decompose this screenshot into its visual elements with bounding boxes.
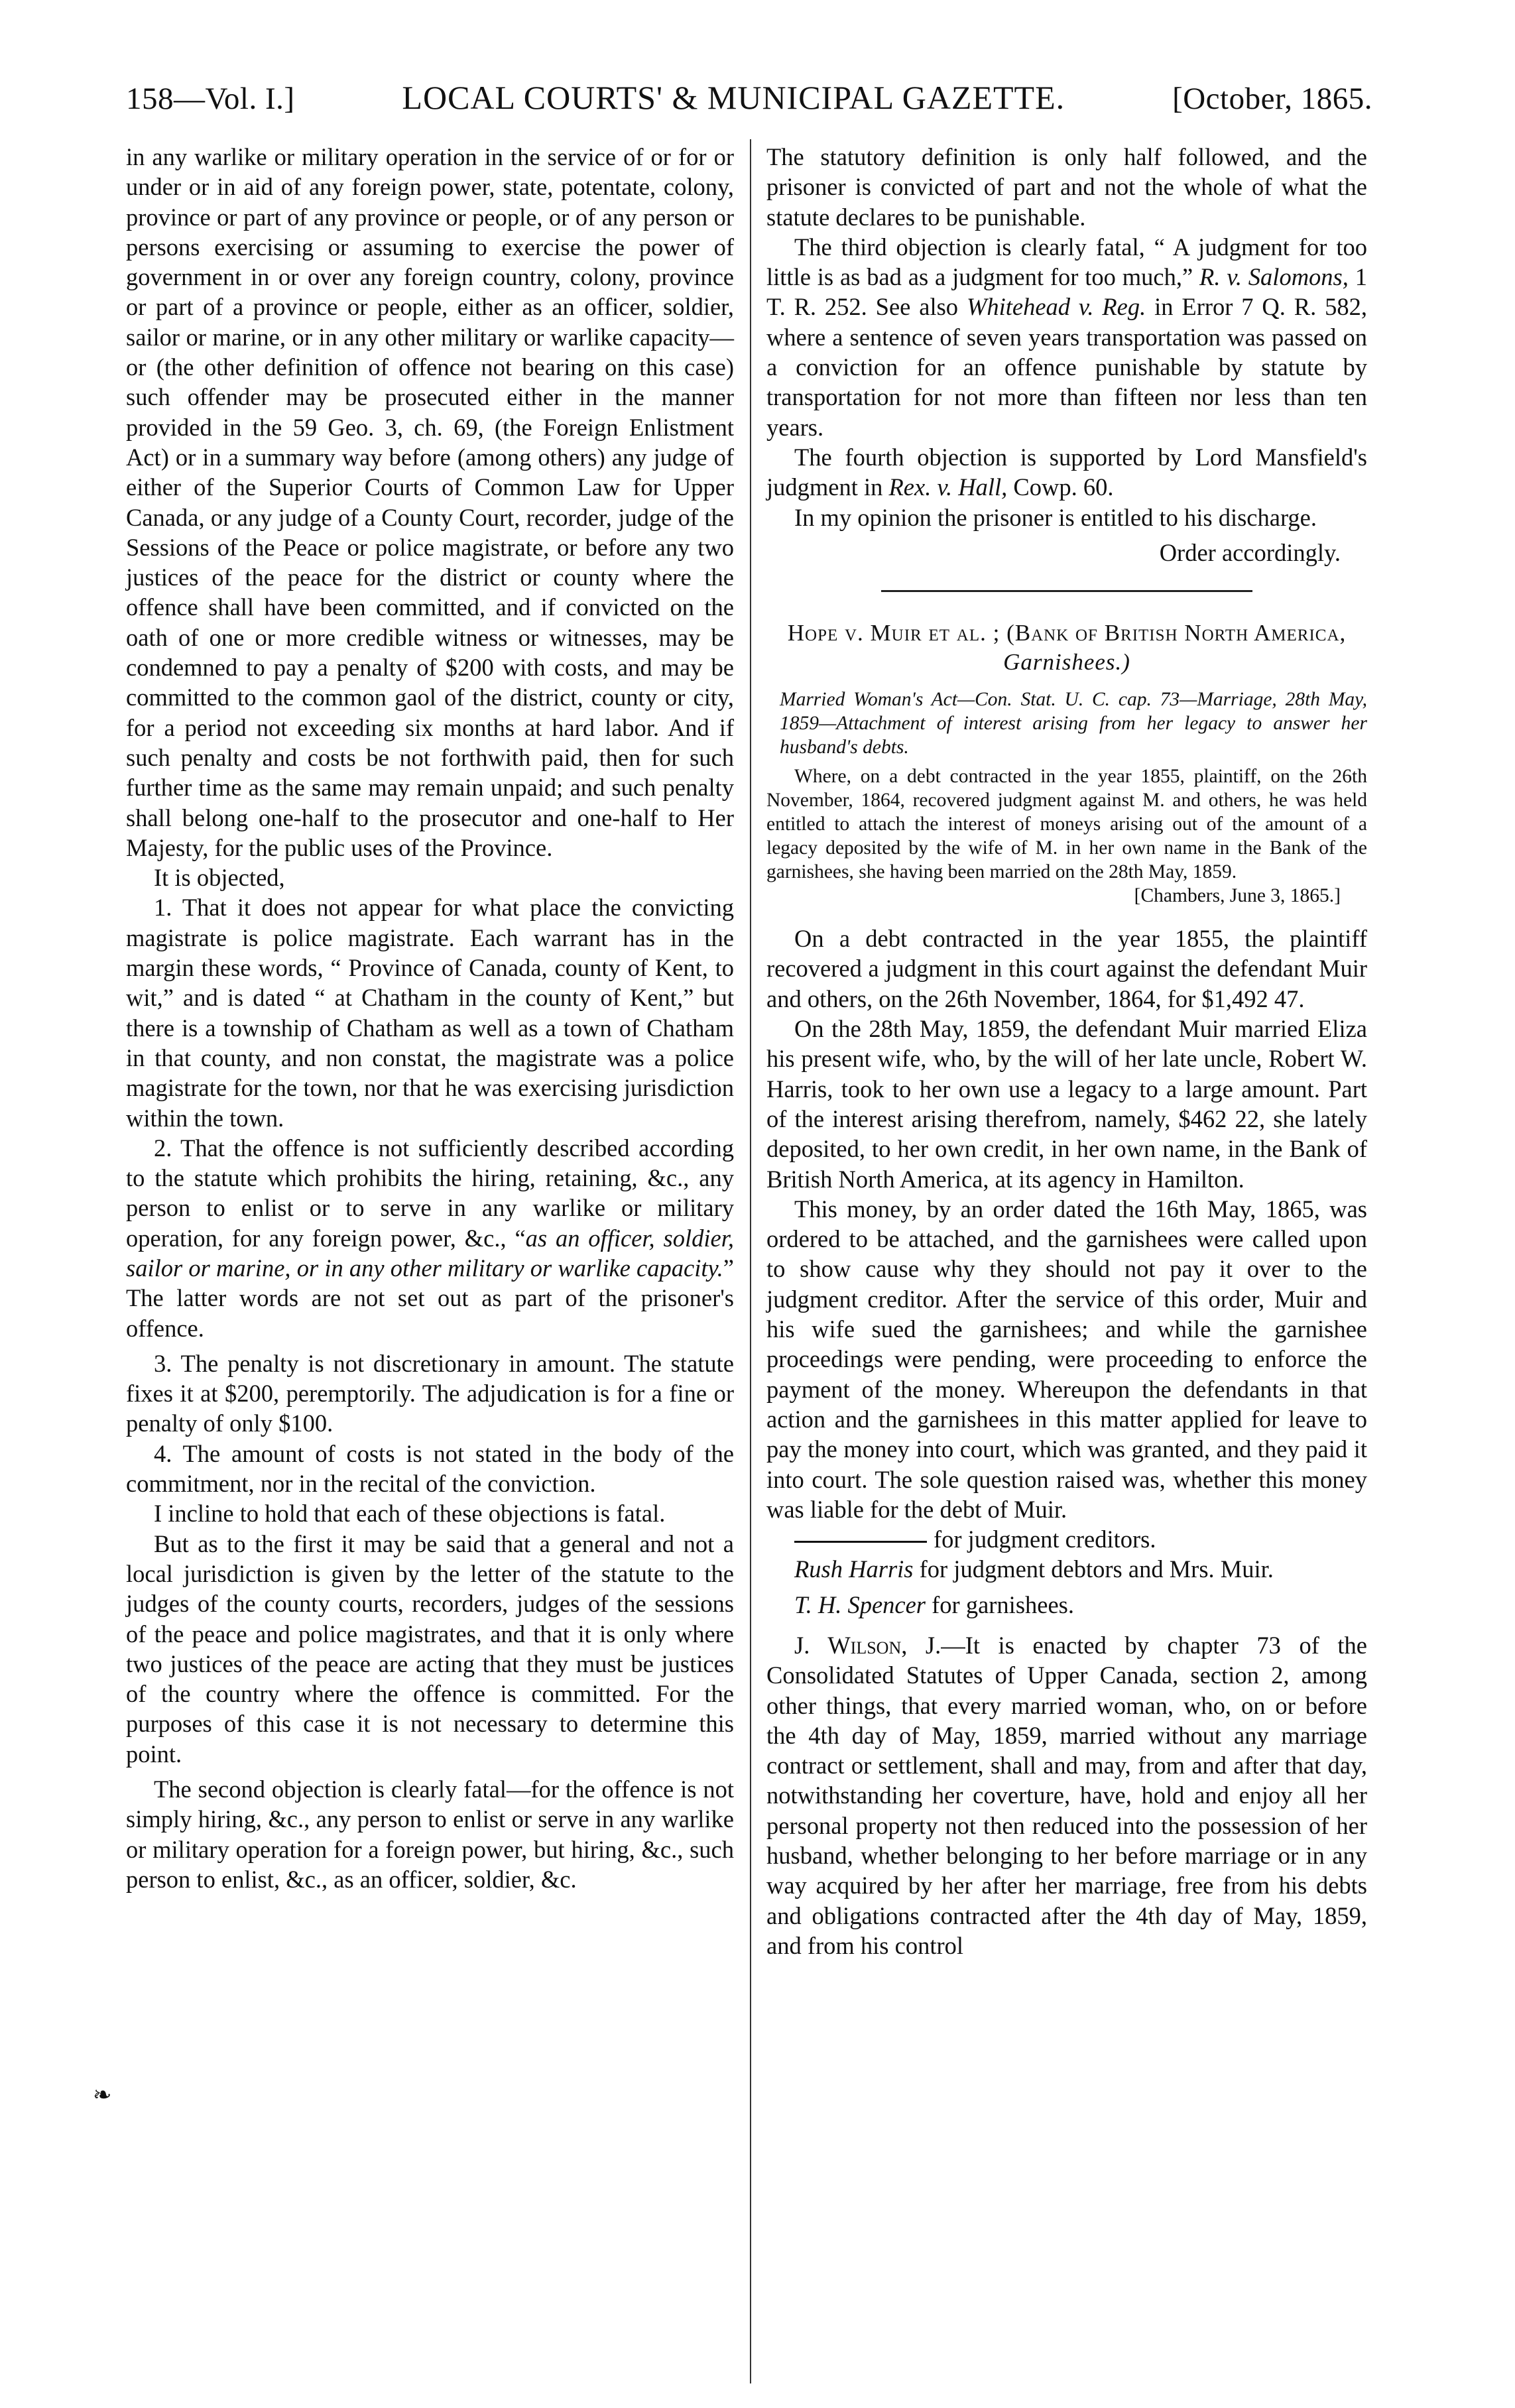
headnote: [766, 688, 1367, 759]
counsel-name: Rush Harris: [794, 1555, 914, 1583]
text-run: The third objection is clearly fatal, “ A judgment for too little is as bad as a judgment for too much,”: [766, 233, 1367, 291]
counsel-line: [766, 1554, 1367, 1584]
quoted-statute: as an officer, soldier, sailor or marine, or in any other military or warlike capacity.: [126, 1224, 734, 1282]
paragraph: On a debt contracted in the year 1855, the plaintiff recovered a judgment in this court against the defendant Muir and others, on the 26th November, 1864, for $1,492 47.: [766, 925, 1367, 1012]
counsel-name: T. H. Spencer: [794, 1591, 926, 1618]
syllabus: Where, on a debt contracted in the year 1855, plaintiff, on the 26th November, 1864, recovered judgment against M. and others, he was held entitled to attach the interest of moneys arising out of the amount of a legacy deposited by the wife of M. in her own name in the Bank of the garnishees, she having been married on the 28th May, 1859.: [766, 766, 1367, 883]
margin-mark: ❧: [93, 2083, 112, 2108]
judgment-paragraph: [766, 1630, 1367, 1960]
case-title-garnishees: Garnishees.): [1003, 649, 1130, 676]
column-divider: [750, 139, 751, 2383]
header-title: LOCAL COURTS' & MUNICIPAL GAZETTE.: [402, 79, 1065, 116]
paragraph: 1. That it does not appear for what place the convicting magistrate is police magistrate. Each warrant has in the margin these words, “ Province of Canada, county of Kent, to wit,” and is dated “ at Chatham in the county of Kent,” but there is a township of Chatham as well as a town of Chatham in that county, and non constat, the magistrate was a police magistrate for the town, nor that he was exercising jurisdiction within the town.: [126, 894, 734, 1132]
section-rule: [881, 590, 1252, 592]
paragraph: [766, 442, 1367, 503]
paragraph: On the 28th May, 1859, the defendant Muir married Eliza his present wife, who, by the will of her late uncle, Robert W. Harris, took to her own use a legacy to a large amount. Part of the interest arising therefrom, namely, $462 22, she lately deposited, to her own credit, in her own name, in the Bank of British North America, at its agency in Hamilton.: [766, 1015, 1367, 1193]
paragraph: In my opinion the prisoner is entitled to his discharge.: [794, 503, 1317, 531]
text-run: for judgment creditors.: [934, 1526, 1156, 1553]
paragraph: It is objected,: [154, 864, 285, 892]
chambers-date: [Chambers, June 3, 1865.]: [1134, 885, 1341, 907]
right-column: [766, 142, 1367, 1960]
order-line: Order accordingly.: [1159, 538, 1341, 566]
header-page-volume: 158—Vol. I.]: [126, 82, 295, 116]
text-run: Cowp. 60.: [1007, 473, 1114, 501]
case-citation: R. v. Salomons,: [1199, 263, 1349, 291]
counsel-line: [766, 1524, 1367, 1554]
blank-dash: [794, 1541, 927, 1543]
paragraph: 4. The amount of costs is not stated in the body of the commitment, nor in the recital of the conviction.: [126, 1439, 734, 1498]
paragraph: The statutory definition is only half followed, and the prisoner is convicted of part and not the whole of what the statute declares to be punishable.: [766, 143, 1367, 231]
text-run: 2. That the offence is not sufficiently described according to the statute which prohibits the hiring, retaining, &c., any person to enlist or to serve in any warlike or military operation, for any foreign power, &c., “: [126, 1134, 734, 1252]
paragraph: 3. The penalty is not discretionary in amount. The statute fixes it at $200, peremptorily. The adjudication is for a fine or penalty of only $100.: [126, 1349, 734, 1437]
text-run: for judgment debtors and Mrs. Muir.: [913, 1555, 1274, 1583]
case-citation: Whitehead v. Reg.: [966, 293, 1146, 321]
case-title: [766, 619, 1367, 677]
case-citation: Rex. v. Hall,: [888, 473, 1008, 501]
counsel-line: [766, 1590, 1367, 1620]
paragraph: I incline to hold that each of these objections is fatal.: [154, 1500, 666, 1528]
text-run: —It is enacted by chapter 73 of the Consolidated Statutes of Upper Canada, section 2, among other things, that every married woman, who, on or before the 4th day of May, 1859, married without any marriage contract or settlement, shall and may, from and after that day, notwithstanding her coverture, have, hold and enjoy all her personal property not then reduced into the possession of her husband, whether belonging to her before marriage or in any way acquired by her after her marriage, free from his debts and obligations contracted after the 4th day of May, 1859, and from his control: [766, 1631, 1367, 1959]
case-title-text: Hope v. Muir et al. ; (Bank of British North America,: [787, 620, 1347, 646]
header-date: [October, 1865.: [1172, 82, 1372, 116]
text-run: in Error 7 Q. R. 582, where a sentence of seven years transportation was passed on a conviction for an offence punishable by statute by transportation for not more than fifteen nor less than ten years.: [766, 293, 1367, 441]
judge-name: J. Wilson, J.: [794, 1631, 941, 1659]
text-run: The fourth objection is supported by Lord Mansfield's judgment in: [766, 443, 1367, 501]
running-header: [126, 78, 1372, 131]
paragraph: [766, 232, 1367, 442]
text-run: 1 T. R. 252. See also: [766, 263, 1367, 321]
paragraph: This money, by an order dated the 16th May, 1865, was ordered to be attached, and the garnishees were called upon to show cause why they should not pay it over to the judgment creditor. After the service of this order, Muir and his wife sued the garnishees; and while the garnishee proceedings were pending, were proceeding to enforce the payment of the money. Whereupon the defendants in that action and the garnishees in this matter applied for leave to pay the money into court, which was granted, and they paid it into court. The sole question raised was, whether this money was liable for the debt of Muir.: [766, 1195, 1367, 1523]
paragraph: in any warlike or military operation in the service of or for or under or in aid of any foreign power, state, potentate, colony, province or part of any province or people, or of any person or persons exercising or assuming to exercise the power of government in or over any foreign country, colony, province or part of a province or people, either as an officer, soldier, sailor or marine, or in any other military or warlike capacity—or (the other definition of offence not bearing on this case) such offender may be prosecuted either in the manner provided in the 59 Geo. 3, ch. 69, (the Foreign Enlistment Act) or in a summary way before (among others) any judge of either of the Superior Courts of Common Law for Upper Canada, or any judge of a County Court, recorder, judge of the Sessions of the Peace or police magistrate, or before any two justices of the peace for the district or county where the offence shall have been committed, and if convicted on the oath of one or more credible witness or witnesses, may be condemned to pay a penalty of $200 with costs, and may be committed to the common gaol of the district, county or city, for a period not exceeding six months at hard labor. And if such penalty and costs be not forthwith paid, then for such further time as the same may remain unpaid; and such penalty shall belong one-half to the prosecutor and one-half to Her Majesty, for the public uses of the Province.: [126, 143, 734, 861]
left-column: [126, 142, 734, 1894]
text-run: ” The latter words are not set out as part of the prisoner's offence.: [126, 1254, 734, 1342]
paragraph: The second objection is clearly fatal—for the offence is not simply hiring, &c., any person to enlist or serve in any warlike or military operation for a foreign power, but hiring, &c., such person to enlist, &c., as an officer, soldier, &c.: [126, 1776, 734, 1893]
text-run: for garnishees.: [926, 1591, 1075, 1618]
headnote-text: Married Woman's Act—Con. Stat. U. C. cap. 73—Marriage, 28th May, 1859—Attachment of interest arising from her legacy to answer her husband's debts.: [780, 689, 1367, 758]
paragraph: But as to the first it may be said that a general and not a local jurisdiction is given by the letter of the statute to the judges of the county courts, recorders, judges of the sessions of the peace and police magistrates, and that it is only where two justices of the peace are acting that they must be justices of the country where the offence is committed. For the purposes of this case it is not necessary to determine this point.: [126, 1530, 734, 1768]
paragraph: [126, 1133, 734, 1343]
